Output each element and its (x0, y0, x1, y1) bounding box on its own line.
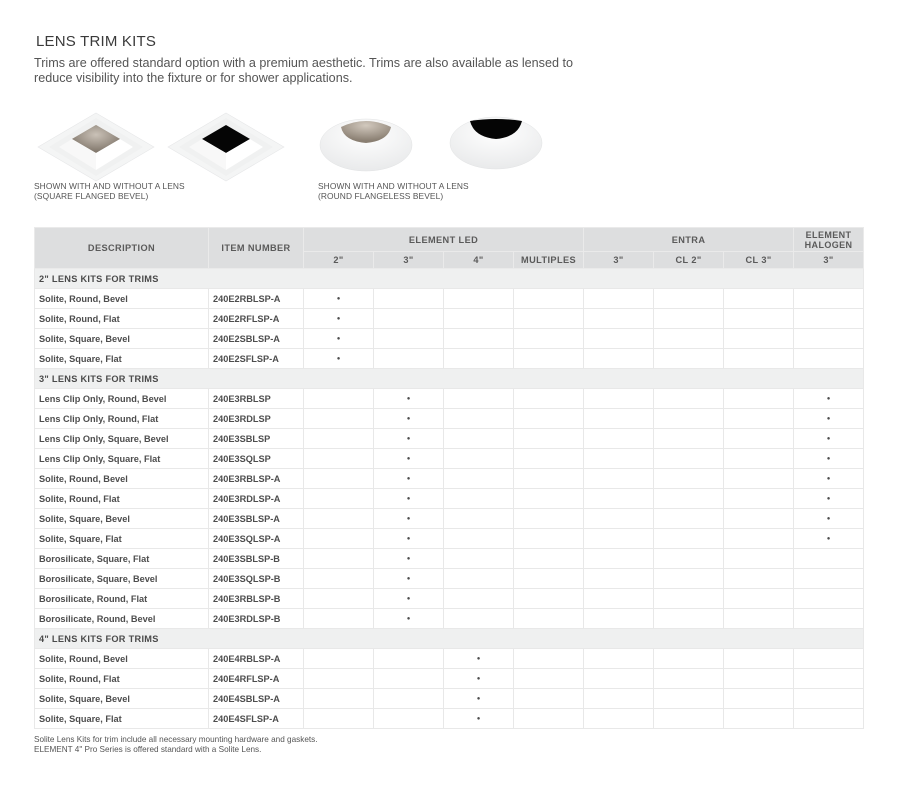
table-row (35, 449, 864, 469)
empty-cell (304, 649, 374, 669)
empty-cell (514, 549, 584, 569)
empty-cell (724, 649, 794, 669)
square-trim-with-lens-image (37, 112, 155, 182)
compatibility-dot-cell: ● (794, 429, 864, 449)
empty-cell (654, 409, 724, 429)
table-row (35, 589, 864, 609)
empty-cell (514, 689, 584, 709)
description-cell: Solite, Square, Bevel (35, 689, 209, 709)
empty-cell (794, 669, 864, 689)
empty-cell (794, 569, 864, 589)
empty-cell (794, 309, 864, 329)
item-number-cell: 240E2RBLSP-A (209, 289, 304, 309)
empty-cell (724, 669, 794, 689)
table-row (35, 529, 864, 549)
compatibility-dot-cell: ● (304, 349, 374, 369)
empty-cell (444, 349, 514, 369)
column-header-item-number: ITEM NUMBER (209, 228, 304, 269)
empty-cell (304, 589, 374, 609)
item-number-cell: 240E3SBLSP-B (209, 549, 304, 569)
empty-cell (654, 449, 724, 469)
compatibility-dot-cell: ● (794, 489, 864, 509)
empty-cell (724, 429, 794, 449)
empty-cell (654, 469, 724, 489)
empty-cell (444, 589, 514, 609)
section-title: 4" LENS KITS FOR TRIMS (35, 629, 864, 649)
empty-cell (654, 589, 724, 609)
empty-cell (584, 309, 654, 329)
empty-cell (724, 609, 794, 629)
empty-cell (514, 289, 584, 309)
compatibility-dot-cell: ● (374, 589, 444, 609)
compatibility-dot-cell: ● (374, 609, 444, 629)
item-number-cell: 240E2SFLSP-A (209, 349, 304, 369)
item-number-cell: 240E3SQLSP-B (209, 569, 304, 589)
empty-cell (794, 649, 864, 669)
description-cell: Lens Clip Only, Round, Flat (35, 409, 209, 429)
intro-text: Trims are offered standard option with a premium aesthetic. Trims are also available as lensed to reduce visibility into the fixture or for shower applications. (34, 56, 573, 85)
empty-cell (514, 409, 584, 429)
empty-cell (794, 289, 864, 309)
section-row (35, 369, 864, 389)
section-row (35, 269, 864, 289)
empty-cell (444, 569, 514, 589)
empty-cell (724, 329, 794, 349)
empty-cell (724, 529, 794, 549)
empty-cell (584, 569, 654, 589)
lens-kits-table (34, 227, 864, 729)
item-number-cell: 240E3RBLSP-B (209, 589, 304, 609)
description-cell: Borosilicate, Round, Bevel (35, 609, 209, 629)
empty-cell (794, 609, 864, 629)
table-row (35, 509, 864, 529)
column-header-description: DESCRIPTION (35, 228, 209, 269)
empty-cell (794, 709, 864, 729)
empty-cell (724, 289, 794, 309)
empty-cell (514, 329, 584, 349)
item-number-cell: 240E4SBLSP-A (209, 689, 304, 709)
table-row (35, 469, 864, 489)
item-number-cell: 240E3SQLSP (209, 449, 304, 469)
empty-cell (514, 509, 584, 529)
section-title: 2" LENS KITS FOR TRIMS (35, 269, 864, 289)
empty-cell (724, 569, 794, 589)
empty-cell (304, 529, 374, 549)
caption-line: SHOWN WITH AND WITHOUT A LENS (34, 181, 185, 191)
description-cell: Solite, Square, Bevel (35, 509, 209, 529)
description-cell: Solite, Round, Flat (35, 669, 209, 689)
empty-cell (724, 309, 794, 329)
table-row (35, 309, 864, 329)
compatibility-dot-cell: ● (374, 529, 444, 549)
item-number-cell: 240E2RFLSP-A (209, 309, 304, 329)
compatibility-dot-cell: ● (374, 389, 444, 409)
item-number-cell: 240E3RDLSP-A (209, 489, 304, 509)
header-line: HALOGEN (804, 239, 853, 250)
empty-cell (654, 309, 724, 329)
column-header-entra-3in: 3" (584, 252, 654, 269)
empty-cell (654, 489, 724, 509)
empty-cell (374, 289, 444, 309)
table-row (35, 349, 864, 369)
compatibility-dot-cell: ● (794, 469, 864, 489)
header-line: ELEMENT (805, 229, 852, 240)
empty-cell (654, 709, 724, 729)
item-number-cell: 240E3SQLSP-A (209, 529, 304, 549)
empty-cell (584, 589, 654, 609)
table-row (35, 689, 864, 709)
item-number-cell: 240E4RFLSP-A (209, 669, 304, 689)
empty-cell (794, 329, 864, 349)
empty-cell (584, 609, 654, 629)
empty-cell (584, 509, 654, 529)
empty-cell (304, 489, 374, 509)
empty-cell (654, 669, 724, 689)
column-header-entra-cl3in: CL 3" (724, 252, 794, 269)
empty-cell (514, 349, 584, 369)
empty-cell (654, 569, 724, 589)
empty-cell (654, 649, 724, 669)
empty-cell (514, 609, 584, 629)
empty-cell (584, 389, 654, 409)
table-row (35, 549, 864, 569)
empty-cell (444, 549, 514, 569)
empty-cell (584, 349, 654, 369)
item-number-cell: 240E3RDLSP-B (209, 609, 304, 629)
item-number-cell: 240E3SBLSP (209, 429, 304, 449)
compatibility-dot-cell: ● (374, 569, 444, 589)
empty-cell (514, 589, 584, 609)
table-row (35, 489, 864, 509)
empty-cell (444, 389, 514, 409)
figure-caption-square (34, 182, 185, 201)
empty-cell (654, 529, 724, 549)
empty-cell (304, 669, 374, 689)
empty-cell (584, 489, 654, 509)
empty-cell (584, 429, 654, 449)
column-header-led-2in: 2" (304, 252, 374, 269)
caption-line: SHOWN WITH AND WITHOUT A LENS (318, 181, 469, 191)
empty-cell (514, 309, 584, 329)
item-number-cell: 240E2SBLSP-A (209, 329, 304, 349)
compatibility-dot-cell: ● (444, 689, 514, 709)
empty-cell (724, 489, 794, 509)
compatibility-dot-cell: ● (304, 309, 374, 329)
empty-cell (514, 449, 584, 469)
column-group-element-led: ELEMENT LED (304, 228, 584, 252)
empty-cell (444, 409, 514, 429)
empty-cell (374, 709, 444, 729)
compatibility-dot-cell: ● (304, 329, 374, 349)
empty-cell (304, 569, 374, 589)
description-cell: Solite, Round, Bevel (35, 649, 209, 669)
section-title: 3" LENS KITS FOR TRIMS (35, 369, 864, 389)
description-cell: Lens Clip Only, Round, Bevel (35, 389, 209, 409)
compatibility-dot-cell: ● (374, 489, 444, 509)
empty-cell (444, 609, 514, 629)
description-cell: Borosilicate, Square, Flat (35, 549, 209, 569)
item-number-cell: 240E4RBLSP-A (209, 649, 304, 669)
empty-cell (514, 469, 584, 489)
compatibility-dot-cell: ● (304, 289, 374, 309)
empty-cell (584, 449, 654, 469)
compatibility-dot-cell: ● (374, 549, 444, 569)
empty-cell (584, 289, 654, 309)
round-trim-without-lens-image (448, 113, 544, 173)
description-cell: Solite, Square, Flat (35, 349, 209, 369)
column-header-halogen-3in: 3" (794, 252, 864, 269)
compatibility-dot-cell: ● (374, 509, 444, 529)
page-title: LENS TRIM KITS (36, 33, 157, 50)
footnotes (34, 735, 318, 754)
empty-cell (794, 689, 864, 709)
empty-cell (444, 469, 514, 489)
empty-cell (584, 469, 654, 489)
empty-cell (304, 509, 374, 529)
description-cell: Solite, Round, Flat (35, 489, 209, 509)
table-row (35, 709, 864, 729)
item-number-cell: 240E4SFLSP-A (209, 709, 304, 729)
empty-cell (444, 309, 514, 329)
column-header-entra-cl2in: CL 2" (654, 252, 724, 269)
empty-cell (724, 389, 794, 409)
table-row (35, 429, 864, 449)
empty-cell (724, 509, 794, 529)
empty-cell (304, 449, 374, 469)
empty-cell (374, 689, 444, 709)
table-row (35, 609, 864, 629)
empty-cell (304, 549, 374, 569)
square-trim-without-lens-image (167, 112, 285, 182)
empty-cell (304, 609, 374, 629)
empty-cell (374, 309, 444, 329)
column-group-element-halogen (794, 228, 864, 252)
empty-cell (584, 709, 654, 729)
description-cell: Solite, Round, Bevel (35, 289, 209, 309)
empty-cell (304, 429, 374, 449)
empty-cell (724, 449, 794, 469)
description-cell: Borosilicate, Square, Bevel (35, 569, 209, 589)
empty-cell (654, 389, 724, 409)
empty-cell (584, 409, 654, 429)
round-trim-with-lens-image (318, 113, 414, 173)
compatibility-dot-cell: ● (444, 669, 514, 689)
empty-cell (514, 669, 584, 689)
description-cell: Solite, Round, Flat (35, 309, 209, 329)
description-cell: Lens Clip Only, Square, Bevel (35, 429, 209, 449)
column-header-led-multiples: MULTIPLES (514, 252, 584, 269)
empty-cell (444, 289, 514, 309)
empty-cell (444, 429, 514, 449)
empty-cell (724, 709, 794, 729)
description-cell: Solite, Square, Bevel (35, 329, 209, 349)
caption-line: (ROUND FLANGELESS BEVEL) (318, 190, 444, 201)
empty-cell (794, 589, 864, 609)
empty-cell (304, 689, 374, 709)
empty-cell (584, 649, 654, 669)
empty-cell (514, 389, 584, 409)
empty-cell (584, 329, 654, 349)
compatibility-dot-cell: ● (794, 529, 864, 549)
description-cell: Lens Clip Only, Square, Flat (35, 449, 209, 469)
item-number-cell: 240E3RBLSP-A (209, 469, 304, 489)
empty-cell (724, 409, 794, 429)
table-row (35, 569, 864, 589)
table-row (35, 389, 864, 409)
empty-cell (654, 509, 724, 529)
compatibility-dot-cell: ● (374, 449, 444, 469)
empty-cell (584, 669, 654, 689)
empty-cell (724, 549, 794, 569)
description-cell: Solite, Round, Bevel (35, 469, 209, 489)
empty-cell (654, 329, 724, 349)
empty-cell (374, 649, 444, 669)
empty-cell (444, 529, 514, 549)
empty-cell (374, 669, 444, 689)
empty-cell (724, 589, 794, 609)
empty-cell (514, 529, 584, 549)
compatibility-dot-cell: ● (444, 709, 514, 729)
empty-cell (654, 429, 724, 449)
compatibility-dot-cell: ● (794, 509, 864, 529)
empty-cell (514, 649, 584, 669)
empty-cell (514, 569, 584, 589)
empty-cell (794, 549, 864, 569)
empty-cell (444, 489, 514, 509)
empty-cell (724, 469, 794, 489)
empty-cell (654, 289, 724, 309)
empty-cell (794, 349, 864, 369)
compatibility-dot-cell: ● (374, 409, 444, 429)
empty-cell (304, 389, 374, 409)
compatibility-dot-cell: ● (374, 429, 444, 449)
description-cell: Borosilicate, Round, Flat (35, 589, 209, 609)
empty-cell (304, 709, 374, 729)
empty-cell (654, 349, 724, 369)
empty-cell (514, 429, 584, 449)
empty-cell (724, 689, 794, 709)
table-row (35, 669, 864, 689)
compatibility-dot-cell: ● (444, 649, 514, 669)
empty-cell (374, 329, 444, 349)
empty-cell (304, 469, 374, 489)
empty-cell (584, 529, 654, 549)
section-row (35, 629, 864, 649)
footnote: Solite Lens Kits for trim include all necessary mounting hardware and gaskets. (34, 735, 318, 744)
compatibility-dot-cell: ● (794, 389, 864, 409)
table-row (35, 409, 864, 429)
item-number-cell: 240E3RDLSP (209, 409, 304, 429)
table-row (35, 329, 864, 349)
empty-cell (304, 409, 374, 429)
empty-cell (654, 609, 724, 629)
description-cell: Solite, Square, Flat (35, 709, 209, 729)
table-row (35, 289, 864, 309)
empty-cell (654, 549, 724, 569)
empty-cell (444, 509, 514, 529)
column-header-led-3in: 3" (374, 252, 444, 269)
table-body (35, 269, 864, 729)
empty-cell (444, 329, 514, 349)
empty-cell (724, 349, 794, 369)
empty-cell (514, 489, 584, 509)
empty-cell (584, 549, 654, 569)
item-number-cell: 240E3SBLSP-A (209, 509, 304, 529)
description-cell: Solite, Square, Flat (35, 529, 209, 549)
footnote: ELEMENT 4" Pro Series is offered standard with a Solite Lens. (34, 744, 262, 754)
item-number-cell: 240E3RBLSP (209, 389, 304, 409)
caption-line: (SQUARE FLANGED BEVEL) (34, 190, 149, 201)
figure-caption-round (318, 182, 469, 201)
compatibility-dot-cell: ● (794, 449, 864, 469)
compatibility-dot-cell: ● (374, 469, 444, 489)
empty-cell (654, 689, 724, 709)
table-row (35, 649, 864, 669)
empty-cell (584, 689, 654, 709)
column-group-entra: ENTRA (584, 228, 794, 252)
column-header-led-4in: 4" (444, 252, 514, 269)
empty-cell (514, 709, 584, 729)
compatibility-dot-cell: ● (794, 409, 864, 429)
empty-cell (374, 349, 444, 369)
empty-cell (444, 449, 514, 469)
